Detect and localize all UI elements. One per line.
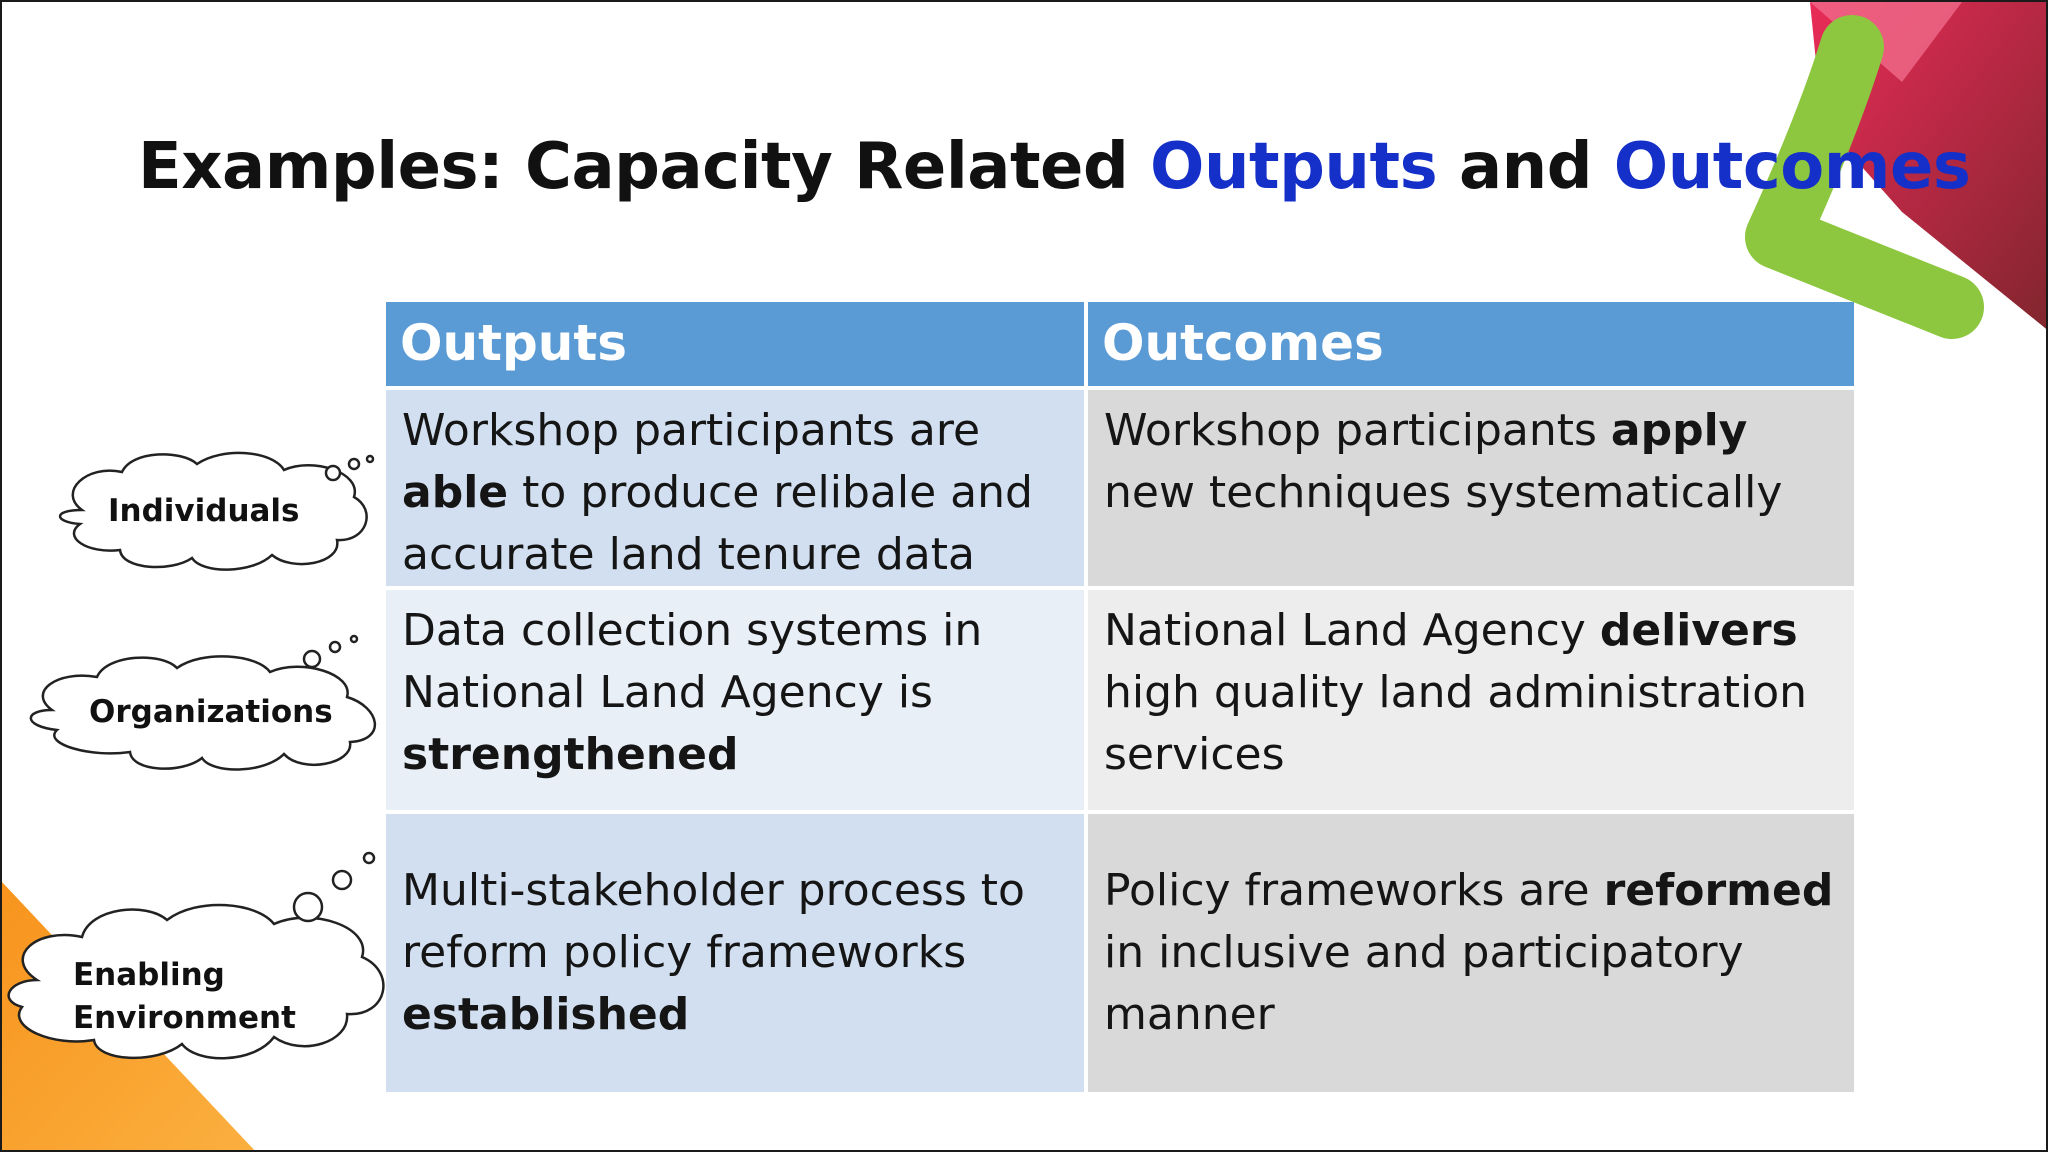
text-pre: National Land Agency — [1104, 605, 1600, 656]
header-outcomes: Outcomes — [1088, 302, 1854, 386]
text-pre: Workshop participants — [1104, 405, 1611, 456]
cell-outcome-enabling-environment — [1088, 814, 1854, 1092]
text-bold: delivers — [1599, 605, 1798, 656]
text-bold: apply — [1610, 405, 1748, 456]
text-bold: able — [402, 467, 509, 518]
text-pre: Data collection systems in National Land Agency is — [402, 605, 983, 718]
title-outputs-word: Outputs — [1150, 130, 1438, 204]
text-post: in inclusive and participatory manner — [1104, 927, 1744, 1040]
text-bold: reformed — [1603, 865, 1834, 916]
cell-output-individuals — [386, 390, 1084, 586]
text-post: high quality land administration services — [1104, 667, 1808, 780]
cloud-label-environment: Environment — [73, 1000, 296, 1036]
cell-output-enabling-environment — [386, 814, 1084, 1092]
title-outcomes-word: Outcomes — [1613, 130, 1971, 204]
cell-outcome-organizations — [1088, 590, 1854, 810]
text-pre: Policy frameworks are — [1104, 865, 1604, 916]
outputs-outcomes-table — [386, 302, 1854, 1092]
text-pre: Workshop participants are — [402, 405, 981, 456]
cell-outcome-individuals — [1088, 390, 1854, 586]
cloud-label-individuals: Individuals — [108, 493, 300, 529]
title-and: and — [1437, 130, 1614, 204]
text-post: to produce relibale and accurate land tenure data — [402, 467, 1033, 580]
cell-output-organizations — [386, 590, 1084, 810]
text-bold: strengthened — [402, 729, 739, 780]
text-post: new techniques systematically — [1104, 467, 1783, 518]
cloud-label-enabling: Enabling — [73, 957, 225, 993]
cloud-label-organizations: Organizations — [89, 694, 333, 730]
header-outputs: Outputs — [386, 302, 1084, 386]
slide-title — [138, 130, 1970, 204]
text-pre: Multi-stakeholder process to reform policy frameworks — [402, 865, 1025, 978]
text-bold: established — [402, 989, 690, 1040]
title-prefix: Examples: Capacity Related — [138, 130, 1151, 204]
